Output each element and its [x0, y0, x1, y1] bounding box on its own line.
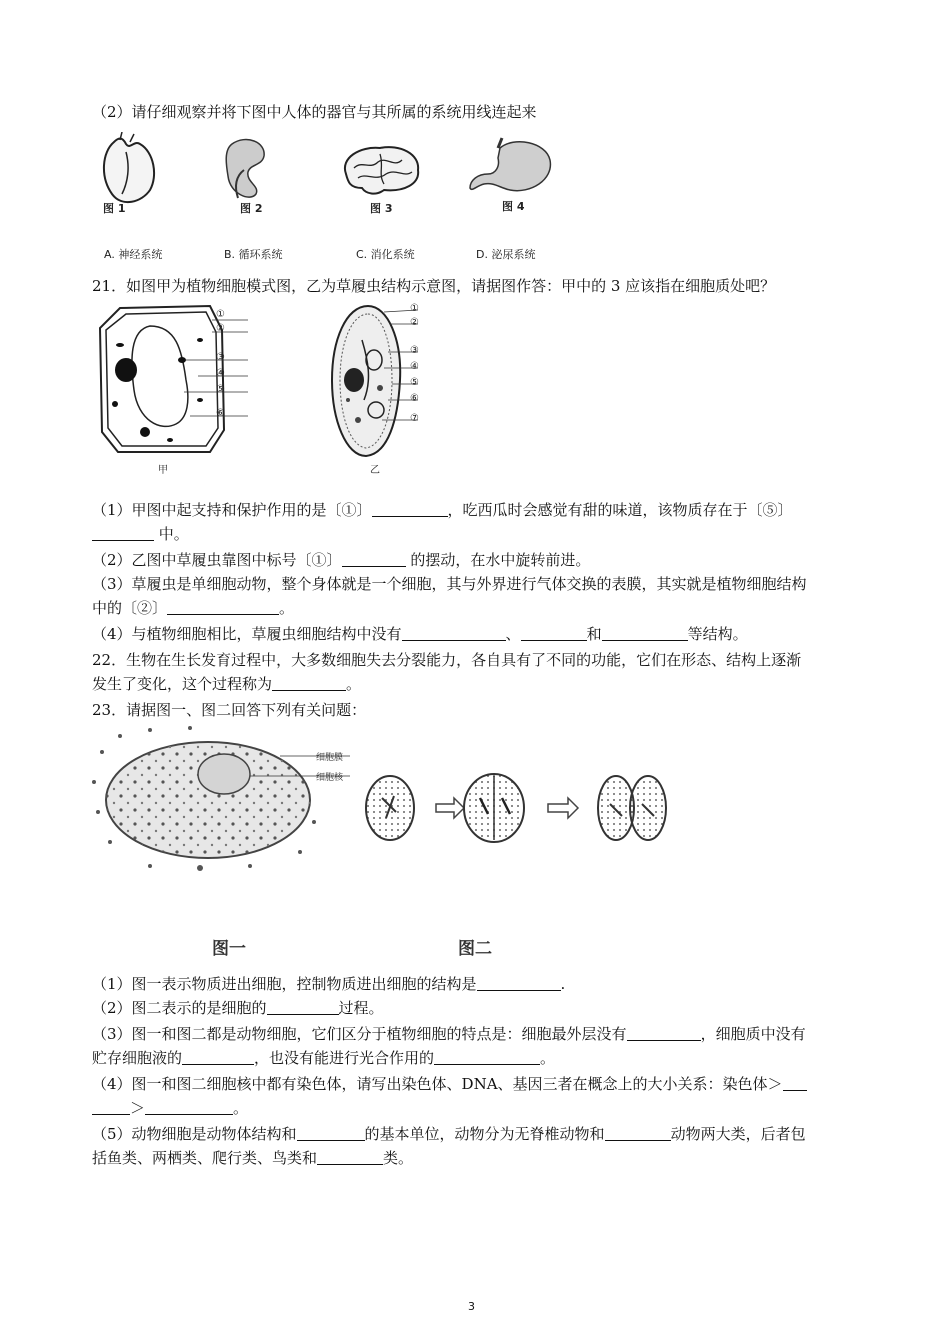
blank-dna-part2[interactable] [92, 1100, 130, 1115]
blank-cell-membrane[interactable] [477, 976, 561, 991]
jia-mark-1: ① [216, 309, 225, 320]
organ-figures [92, 132, 562, 227]
jia-label: 甲 [158, 465, 168, 476]
blank-membrane[interactable] [167, 600, 279, 615]
figure-label-1: 图 1 [103, 202, 126, 215]
blank-structure-1[interactable] [402, 626, 506, 641]
blank-structure-3[interactable] [602, 626, 688, 641]
option-b: B. 循环系统 [224, 248, 283, 261]
blank-gene[interactable] [145, 1100, 233, 1115]
fig2-caption: 图二 [458, 939, 492, 959]
blank-differentiation[interactable] [272, 676, 346, 691]
q21-part4-line: （4）与植物细胞相比，草履虫细胞结构中没有 、 和 等结构。 [92, 625, 748, 643]
blank-vertebrate[interactable] [605, 1126, 671, 1141]
stomach-icon [470, 138, 550, 191]
brain-icon [345, 147, 418, 194]
q23-part5-line1: （5）动物细胞是动物体结构和 的基本单位，动物分为无脊椎动物和 动物两大类，后者包 [92, 1125, 806, 1143]
animal-cell-figure [90, 722, 350, 872]
yi-mark-6: ⑥ [410, 393, 419, 404]
yi-mark-7: ⑦ [410, 413, 419, 424]
option-c: C. 消化系统 [356, 248, 415, 261]
q23-part3-line1: （3）图一和图二都是动物细胞，它们区分于植物细胞的特点是：细胞最外层没有 ，细胞质中没有 [92, 1025, 806, 1043]
yi-mark-3: ③ [410, 345, 419, 356]
figure-label-3: 图 3 [370, 202, 393, 215]
kidney-icon [226, 140, 264, 198]
figure-label-2: 图 2 [240, 202, 263, 215]
option-d: D. 泌尿系统 [476, 248, 536, 261]
yi-mark-4: ④ [410, 361, 419, 372]
yi-mark-1: ① [410, 303, 419, 314]
q23-stem: 23．请据图一、图二回答下列有关问题： [92, 701, 367, 719]
yi-label: 乙 [370, 465, 380, 476]
blank-cilia[interactable] [342, 552, 406, 567]
q22-line1: 22．生物在生长发育过程中，大多数细胞失去分裂能力，各自具有了不同的功能，它们在形态、结构上逐渐 [92, 651, 802, 669]
jia-mark-5: ⑤ [216, 384, 225, 395]
q23-part4-line1: （4）图一和图二细胞核中都有染色体，请写出染色体、DNA、基因三者在概念上的大小关系：染色体＞ [92, 1074, 807, 1094]
figure-label-4: 图 4 [502, 200, 525, 213]
blank-sweet-substance[interactable] [92, 526, 154, 541]
blank-cell-wall[interactable] [627, 1026, 701, 1041]
jia-mark-2: ② [216, 323, 225, 334]
q20-part2-text: （2）请仔细观察并将下图中人体的器官与其所属的系统用线连起来 [92, 103, 537, 121]
q23-part3-line2: 贮存细胞液的 ，也没有能进行光合作用的 。 [92, 1049, 556, 1067]
jia-mark-3: ③ [216, 352, 225, 363]
yi-mark-5: ⑤ [410, 377, 419, 388]
plant-cell-figure [90, 300, 250, 460]
jia-mark-4: ④ [216, 368, 225, 379]
q22-line2: 发生了变化，这个过程称为 。 [92, 675, 362, 693]
fig1-nucleus-label: 细胞核 [316, 773, 344, 783]
q21-stem: 21．如图甲为植物细胞模式图，乙为草履虫结构示意图，请据图作答：甲中的 3 应该指在细胞质处吧？ [92, 277, 776, 295]
blank-structure-2[interactable] [521, 626, 587, 641]
blank-chloroplast[interactable] [434, 1050, 540, 1065]
q21-part3-line1: （3）草履虫是单细胞动物，整个身体就是一个细胞，其与外界进行气体交换的表膜，其实就是植物细胞结构 [92, 575, 807, 593]
fig1-membrane-label: 细胞膜 [316, 753, 344, 763]
fig1-caption: 图一 [212, 939, 246, 959]
paramecium-figure [318, 300, 418, 462]
blank-vacuole[interactable] [182, 1050, 254, 1065]
q23-part4-line2: ＞ 。 [92, 1098, 248, 1118]
page-number: 3 [468, 1300, 475, 1313]
heart-icon [104, 132, 154, 202]
q21-part1-line2: 中。 [92, 524, 189, 544]
blank-mammals[interactable] [317, 1150, 383, 1165]
q21-part2-line: （2）乙图中草履虫靠图中标号〔①〕 的摆动，在水中旋转前进。 [92, 551, 591, 569]
cell-division-figure [360, 768, 670, 848]
jia-mark-6: ⑥ [216, 408, 225, 419]
blank-division[interactable] [267, 1000, 339, 1015]
blank-support-structure[interactable] [372, 502, 448, 517]
q21-part3-line2: 中的〔②〕 。 [92, 599, 295, 617]
yi-mark-2: ② [410, 317, 419, 328]
q23-part2-line: （2）图二表示的是细胞的 过程。 [92, 999, 384, 1017]
option-a: A. 神经系统 [104, 248, 163, 261]
blank-dna-part1[interactable] [783, 1076, 807, 1091]
q23-part5-line2: 括鱼类、两栖类、爬行类、鸟类和 类。 [92, 1149, 414, 1167]
blank-function[interactable] [297, 1126, 365, 1141]
q21-part1-line1: （1）甲图中起支持和保护作用的是〔①〕 ，吃西瓜时会感觉有甜的味道，该物质存在于〔⑤〕 [92, 501, 793, 519]
q23-part1-line: （1）图一表示物质进出细胞，控制物质进出细胞的结构是 . [92, 975, 566, 993]
